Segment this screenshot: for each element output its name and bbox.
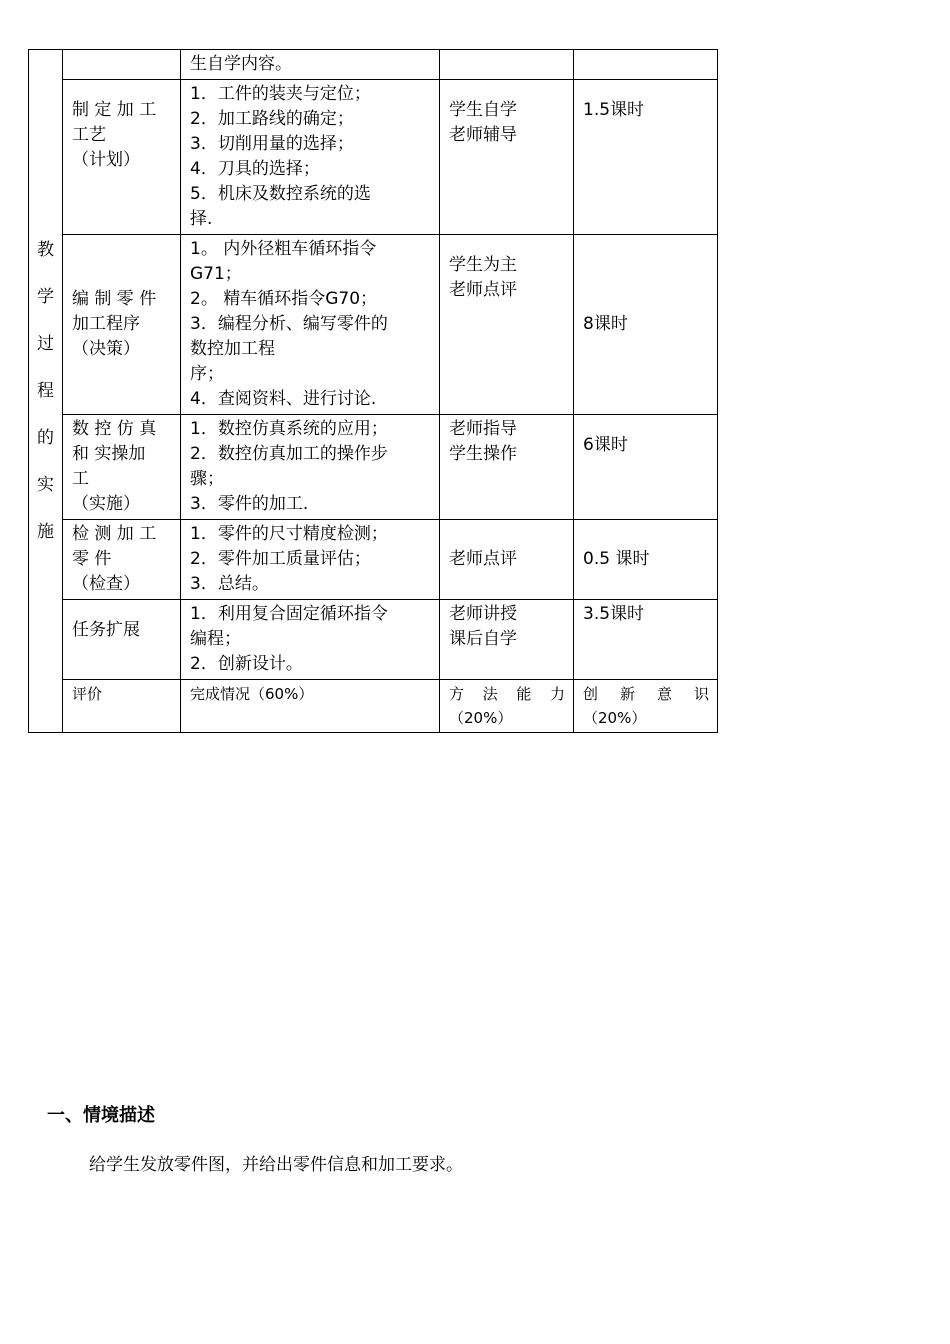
method-line: 老师指导 <box>449 419 517 439</box>
content-line: G71； <box>190 264 242 284</box>
content-line: 3．切削用量的选择； <box>190 134 354 154</box>
hours-cell <box>574 415 718 520</box>
side-label-char: 过 <box>37 333 54 354</box>
content-line: 序； <box>190 364 224 384</box>
stage-line: （实施） <box>72 494 140 514</box>
side-label-char: 实 <box>37 474 54 495</box>
section-paragraph: 给学生发放零件图，并给出零件信息和加工要求。 <box>89 1155 463 1175</box>
content-line: 编程； <box>190 629 241 649</box>
table-row <box>29 680 718 733</box>
content-cell <box>181 80 440 235</box>
content-line: 2。 精车循环指令G70； <box>190 289 378 309</box>
side-label-char: 施 <box>37 521 54 542</box>
stage-line: （计划） <box>72 150 140 170</box>
content-line: 生自学内容。 <box>190 54 292 74</box>
method-line: 课后自学 <box>449 629 517 649</box>
side-label-cell <box>29 50 63 733</box>
side-label-char: 程 <box>37 380 54 401</box>
method-line: 老师点评 <box>449 280 517 300</box>
content-cell <box>181 415 440 520</box>
side-label-char: 学 <box>37 286 54 307</box>
hours-cell <box>574 50 718 80</box>
innovation-label: 创 新 意 识 <box>583 685 709 703</box>
side-label-char: 的 <box>37 427 54 448</box>
hours-cell <box>574 235 718 415</box>
content-cell <box>181 600 440 680</box>
method-cell <box>440 50 574 80</box>
content-line: 2．加工路线的确定； <box>190 109 354 129</box>
method-cell <box>440 235 574 415</box>
stage-line: 编 制 零 件 <box>72 289 157 309</box>
stage-cell <box>63 80 181 235</box>
stage-cell <box>63 520 181 600</box>
table-row <box>29 415 718 520</box>
content-cell <box>181 520 440 600</box>
stage-line: 加工程序 <box>72 314 140 334</box>
method-cell <box>440 520 574 600</box>
table-row <box>29 600 718 680</box>
content-cell <box>181 235 440 415</box>
innovation-weight: （20%） <box>583 709 647 727</box>
hours-value: 6课时 <box>583 435 628 455</box>
content-line: 3．总结。 <box>190 574 269 594</box>
hours-value: 0.5 课时 <box>583 549 650 569</box>
hours-cell <box>574 520 718 600</box>
evaluation-label: 评价 <box>72 685 103 703</box>
method-line: 老师点评 <box>449 549 517 569</box>
hours-value: 3.5课时 <box>583 604 645 624</box>
content-line: 4．刀具的选择； <box>190 159 320 179</box>
content-line: 1．工件的装夹与定位； <box>190 84 371 104</box>
content-cell <box>181 50 440 80</box>
method-line: 学生为主 <box>449 255 517 275</box>
section-heading: 一、情境描述 <box>47 1105 155 1126</box>
method-line: 学生操作 <box>449 444 517 464</box>
table-row <box>29 50 718 80</box>
content-line: 3．零件的加工. <box>190 494 309 514</box>
stage-cell <box>63 600 181 680</box>
content-line: 4．查阅资料、进行讨论. <box>190 389 377 409</box>
hours-cell <box>574 680 718 733</box>
stage-cell <box>63 50 181 80</box>
content-line: 骤； <box>190 469 224 489</box>
content-line: 数控加工程 <box>190 339 275 359</box>
method-cell <box>440 80 574 235</box>
stage-line: 和 实操加 <box>72 444 146 464</box>
method-cell <box>440 680 574 733</box>
content-line: 1。 内外径粗车循环指令 <box>190 239 377 259</box>
completion-weight: 完成情况（60%） <box>190 685 314 703</box>
teaching-plan-table <box>28 49 718 733</box>
hours-value: 8课时 <box>583 314 628 334</box>
stage-line: 零 件 <box>72 549 112 569</box>
side-label-char: 教 <box>37 239 54 260</box>
method-line: 学生自学 <box>449 100 517 120</box>
method-cell <box>440 600 574 680</box>
stage-line: （检查） <box>72 574 140 594</box>
content-line: 1．数控仿真系统的应用； <box>190 419 388 439</box>
stage-line: 工艺 <box>72 125 106 145</box>
hours-value: 1.5课时 <box>583 100 645 120</box>
stage-line: 数 控 仿 真 <box>72 419 157 439</box>
stage-cell <box>63 235 181 415</box>
content-cell <box>181 680 440 733</box>
method-line: 老师讲授 <box>449 604 517 624</box>
stage-line: 工 <box>72 469 89 489</box>
content-line: 3．编程分析、编写零件的 <box>190 314 388 334</box>
stage-line: 检 测 加 工 <box>72 524 157 544</box>
content-line: 5．机床及数控系统的选 <box>190 184 371 204</box>
hours-cell <box>574 80 718 235</box>
stage-cell <box>63 680 181 733</box>
table-row <box>29 235 718 415</box>
content-line: 1．利用复合固定循环指令 <box>190 604 388 624</box>
table-row <box>29 80 718 235</box>
stage-line: （决策） <box>72 339 140 359</box>
hours-cell <box>574 600 718 680</box>
stage-cell <box>63 415 181 520</box>
method-cell <box>440 415 574 520</box>
stage-line: 任务扩展 <box>72 620 140 640</box>
content-line: 2．创新设计。 <box>190 654 303 674</box>
content-line: 择. <box>190 209 213 229</box>
stage-line: 制 定 加 工 <box>72 100 157 120</box>
method-ability-weight: （20%） <box>449 709 513 727</box>
method-line: 老师辅导 <box>449 125 517 145</box>
content-line: 2．数控仿真加工的操作步 <box>190 444 388 464</box>
content-line: 1．零件的尺寸精度检测； <box>190 524 388 544</box>
content-line: 2．零件加工质量评估； <box>190 549 371 569</box>
method-ability-label: 方 法 能 力 <box>449 685 565 703</box>
table-row <box>29 520 718 600</box>
